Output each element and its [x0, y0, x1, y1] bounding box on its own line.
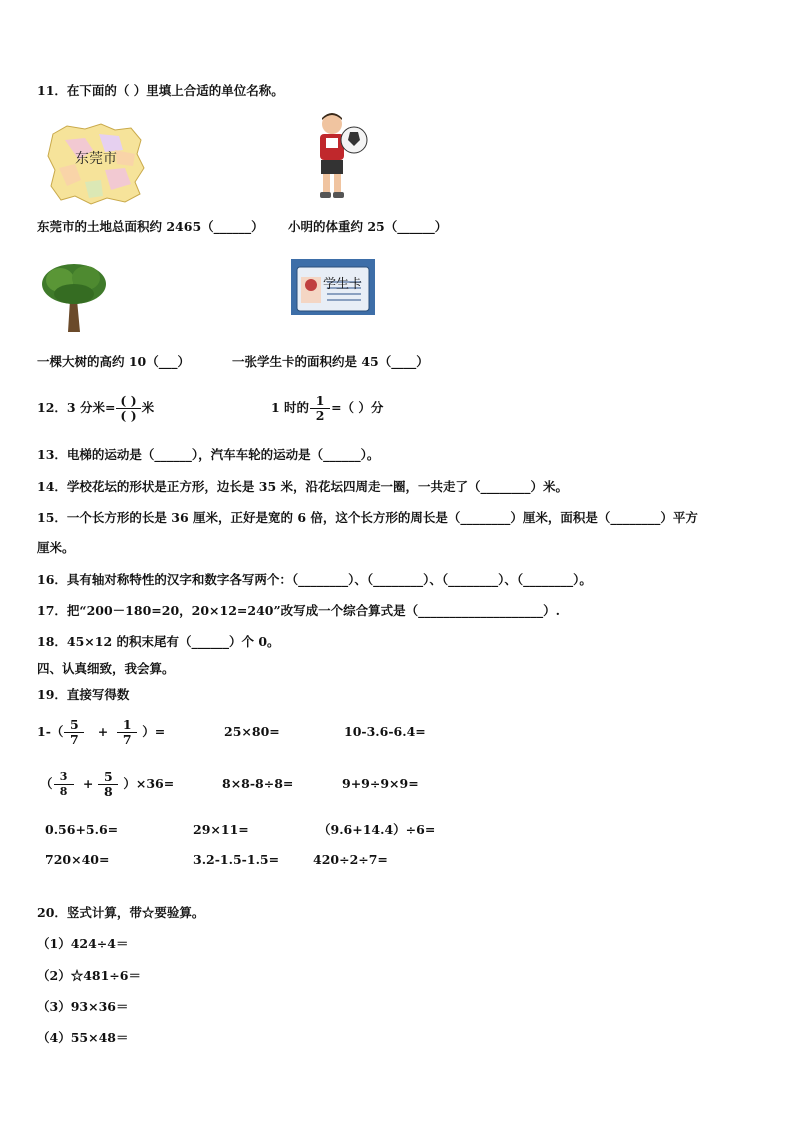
plus-sign: + [82, 776, 94, 791]
q16: 16．具有轴对称特性的汉字和数字各写两个：（________）、（________）、（________）、（________）。 [37, 572, 592, 587]
q19-r1c: 10-3.6-6.4= [344, 724, 426, 739]
q20-item: （1）424÷4＝ [37, 936, 129, 951]
q11-line1a: 东莞市的土地总面积约 2465（______） [37, 219, 264, 234]
q20-item: （2）☆481÷6＝ [37, 968, 141, 983]
fraction-numerator: ( ) [120, 393, 137, 408]
fraction-3-8 [56, 770, 72, 799]
q11-line2a: 一棵大树的高约 10（___） [37, 354, 190, 369]
boy-with-ball-image [310, 110, 372, 202]
q12-b-suffix: =（ ）分 [331, 400, 384, 415]
expr-part: 1-（ [37, 724, 64, 739]
q20-title: 20．竖式计算，带☆要验算。 [37, 905, 205, 920]
fraction-numerator: 1 [122, 717, 132, 732]
q19-r1b: 25×80= [224, 724, 280, 739]
fraction-numerator: 5 [70, 717, 79, 732]
q12-a-prefix: 12．3 分米= [37, 400, 116, 415]
fraction-denominator: ( ) [120, 408, 137, 423]
q19-r3a: 0.56+5.6= [45, 822, 119, 837]
fraction-denominator: 8 [104, 784, 113, 799]
q19-r1a [37, 712, 165, 752]
q19-title: 19．直接写得数 [37, 687, 130, 702]
q20-item: （3）93×36＝ [37, 999, 129, 1014]
q18: 18．45×12 的积末尾有（______）个 0。 [37, 634, 280, 649]
q19-r3c: （9.6+14.4）÷6= [318, 822, 436, 837]
q15-line2: 厘米。 [37, 540, 75, 555]
q19-r2a [40, 764, 174, 804]
q12-b-fraction [312, 394, 328, 423]
map-label: 东莞市 [75, 151, 117, 167]
q19-r4b: 3.2-1.5-1.5= [193, 852, 280, 867]
expr-part: ）= [142, 724, 166, 739]
q12-b-prefix: 1 时的 [271, 400, 310, 415]
q19-r2c: 9+9÷9×9= [342, 776, 419, 791]
fraction-numerator: 1 [315, 393, 325, 408]
q19-r3b: 29×11= [193, 822, 249, 837]
q11-line1b: 小明的体重约 25（______） [288, 219, 448, 234]
fraction-denominator: 7 [70, 732, 79, 747]
fraction-denominator: 8 [59, 785, 68, 798]
q17: 17．把“200－180=20，20×12=240”改写成一个综合算式是（____________________）. [37, 603, 561, 618]
q11-title: 11．在下面的（ ）里填上合适的单位名称。 [37, 83, 284, 98]
q19-r2b: 8×8-8÷8= [222, 776, 294, 791]
q19-r4c: 420÷2÷7= [313, 852, 388, 867]
plus-sign: + [97, 724, 109, 739]
expr-part: ）×36= [123, 776, 175, 791]
q19-r4a: 720×40= [45, 852, 110, 867]
student-card-image [291, 259, 375, 315]
fraction-numerator: 3 [59, 770, 68, 783]
q12-part-b [271, 386, 383, 430]
q12-part-a [37, 386, 154, 430]
fraction-numerator: 5 [104, 769, 113, 784]
fraction-5-8 [100, 770, 116, 799]
q15-line1: 15．一个长方形的长是 36 厘米，正好是宽的 6 倍，这个长方形的周长是（________）厘米，面积是（________）平方 [37, 510, 698, 525]
card-label: 学生卡 [323, 277, 363, 292]
q12-a-fraction [118, 394, 138, 423]
fraction-1-7 [119, 718, 135, 747]
fraction-denominator: 2 [315, 408, 325, 423]
q13: 13．电梯的运动是（______），汽车车轮的运动是（______）。 [37, 447, 380, 462]
q20-item: （4）55×48＝ [37, 1030, 129, 1045]
expr-part: （ [40, 776, 53, 791]
section-4-heading: 四、认真细致，我会算。 [37, 661, 175, 676]
q12-a-unit: 米 [141, 400, 155, 415]
q11-line2b: 一张学生卡的面积约是 45（____） [232, 354, 429, 369]
q14: 14．学校花坛的形状是正方形，边长是 35 米，沿花坛四周走一圈，一共走了（________）米。 [37, 479, 568, 494]
dongguan-map-image [45, 120, 147, 206]
tree-image [40, 260, 108, 334]
fraction-denominator: 7 [122, 732, 132, 747]
fraction-5-7 [66, 718, 82, 747]
